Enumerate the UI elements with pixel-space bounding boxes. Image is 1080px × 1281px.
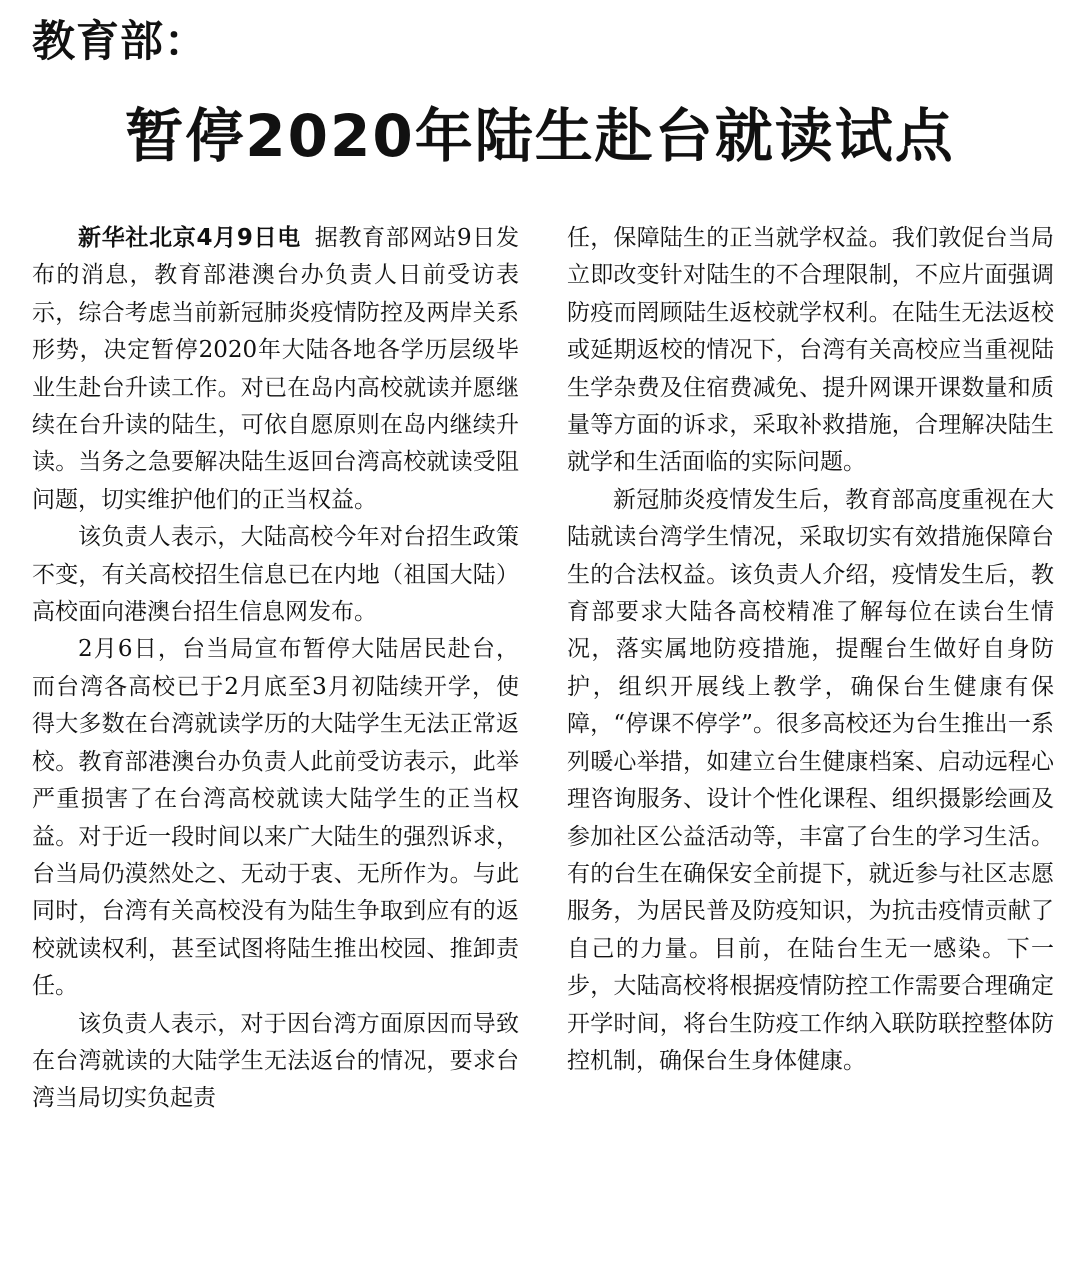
body-paragraph-2: 该负责人表示，大陆高校今年对台招生政策不变，有关高校招生信息已在内地（祖国大陆）高校面向港澳台招生信息网发布。	[32, 524, 519, 626]
article-headline: 暂停2020年陆生赴台就读试点	[125, 102, 955, 170]
article-column-left	[32, 220, 519, 1118]
body-paragraph-3: 2月6日，台当局宣布暂停大陆居民赴台，而台湾各高校已于2月底至3月初陆续开学，使得大多数在台湾就读学历的大陆学生无法正常返校。教育部港澳台办负责人此前受访表示，此举严重损害了在台湾高校就读大陆学生的正当权益。对于近一段时间以来广大陆生的强烈诉求，台当局仍漠然处之、无动于衷、无所作为。与此同时，台湾有关高校没有为陆生争取到应有的返校就读权利，甚至试图将陆生推出校园、推卸责任。	[32, 636, 519, 1000]
body-paragraph-5: 新冠肺炎疫情发生后，教育部高度重视在大陆就读台湾学生情况，采取切实有效措施保障台生的合法权益。该负责人介绍，疫情发生后，教育部要求大陆各高校精准了解每位在读台生情况，落实属地防疫措施，提醒台生做好自身防护，组织开展线上教学，确保台生健康有保障，“停课不停学”。很多高校还为台生推出一系列暖心举措，如建立台生健康档案、启动远程心理咨询服务、设计个性化课程、组织摄影绘画及参加社区公益活动等，丰富了台生的学习生活。有的台生在确保安全前提下，就近参与社区志愿服务，为居民普及防疫知识，为抗击疫情贡献了自己的力量。目前，在陆台生无一感染。下一步，大陆高校将根据疫情防控工作需要合理确定开学时间，将台生防疫工作纳入联防联控整体防控机制，确保台生身体健康。	[567, 486, 1054, 1074]
body-paragraph-1	[32, 220, 519, 519]
body-paragraph-4: 该负责人表示，对于因台湾方面原因而导致在台湾就读的大陆学生无法返台的情况，要求台湾当局切实负起责	[32, 1010, 519, 1112]
article-kicker: 教育部：	[32, 17, 208, 67]
body-paragraph-1-text: 据教育部网站9日发布的消息，教育部港澳台办负责人日前受访表示，综合考虑当前新冠肺炎疫情防控及两岸关系形势，决定暂停2020年大陆各地各学历层级毕业生赴台升读工作。对已在岛内高校就读并愿继续在台升读的陆生，可依自愿原则在岛内继续升读。当务之急要解决陆生返回台湾高校就读受阻问题，切实维护他们的正当权益。	[32, 225, 519, 513]
article-column-right	[567, 220, 1054, 1080]
body-paragraph-4-continued: 任，保障陆生的正当就学权益。我们敦促台当局立即改变针对陆生的不合理限制，不应片面强调防疫而罔顾陆生返校就学权利。在陆生无法返校或延期返校的情况下，台湾有关高校应当重视陆生学杂费及住宿费减免、提升网课开课数量和质量等方面的诉求，采取补救措施，合理解决陆生就学和生活面临的实际问题。	[567, 225, 1054, 476]
dateline: 新华社北京4月9日电	[78, 225, 301, 251]
